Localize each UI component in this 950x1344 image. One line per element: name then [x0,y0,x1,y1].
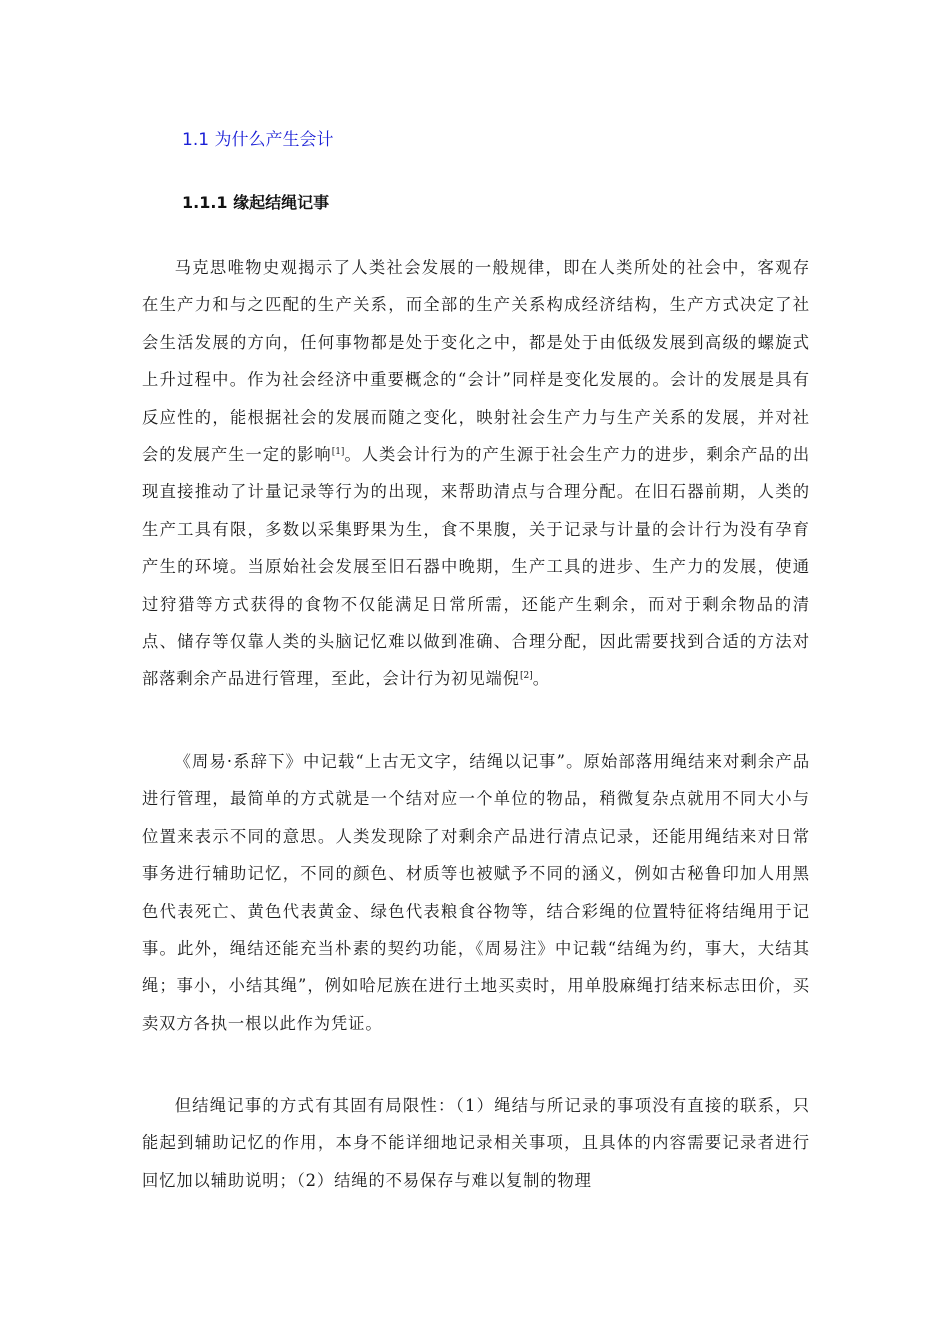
subsection-heading: 1.1.1 缘起结绳记事 [182,193,330,212]
paragraph-1-part-3: 。 [532,669,550,689]
section-heading: 1.1 为什么产生会计 [182,130,334,150]
paragraph-2: 《周易·系辞下》中记载“上古无文字，结绳以记事”。原始部落用绳结来对剩余产品进行管理，最简单的方式就是一个结对应一个单位的物品，稍微复杂点就用不同大小与位置来表示不同的意思。人类发现除了对剩余产品进行清点记录，还能用绳结来对日常事务进行辅助记忆，不同的颜色、材质等也被赋予不同的涵义，例如古秘鲁印加人用黑色代表死亡、黄色代表黄金、绿色代表粮食谷物等，结合彩绳的位置特征将结绳用于记事。此外，绳结还能充当朴素的契约功能，《周易注》中记载“结绳为约，事大，大结其绳；事小，小结其绳”，例如哈尼族在进行土地买卖时，用单股麻绳打结来标志田价，买卖双方各执一根以此作为凭证。 [142,752,810,1033]
paragraph-1-part-2: 。人类会计行为的产生源于社会生产力的进步，剩余产品的出现直接推动了计量记录等行为的出现，来帮助清点与合理分配。在旧石器前期，人类的生产工具有限，多数以采集野果为生，食不果腹，关于记录与计量的会计行为没有孕育产生的环境。当原始社会发展至旧石器中晚期，生产工具的进步、生产力的发展，使通过狩猎等方式获得的食物不仅能满足日常所需，还能产生剩余，而对于剩余物品的清点、储存等仅靠人类的头脑记忆难以做到准确、合理分配，因此需要找到合适的方法对部落剩余产品进行管理，至此，会计行为初见端倪 [142,445,810,689]
citation-1: [1] [331,447,345,458]
paragraph-1-part-1: 马克思唯物史观揭示了人类社会发展的一般规律，即在人类所处的社会中，客观存在生产力和与之匹配的生产关系，而全部的生产关系构成经济结构，生产方式决定了社会生活发展的方向，任何事物都是处于变化之中，都是处于由低级发展到高级的螺旋式上升过程中。作为社会经济中重要概念的“会计”同样是变化发展的。会计的发展是具有反应性的，能根据社会的发展而随之变化，映射社会生产力与生产关系的发展，并对社会的发展产生一定的影响 [142,258,810,465]
paragraph-3: 但结绳记事的方式有其固有局限性：（1）绳结与所记录的事项没有直接的联系，只能起到辅助记忆的作用，本身不能详细地记录相关事项，且具体的内容需要记录者进行回忆加以辅助说明；（2）结绳的不易保存与难以复制的物理 [142,1096,810,1190]
paragraph-1 [142,249,810,698]
citation-2: [2] [520,671,533,682]
